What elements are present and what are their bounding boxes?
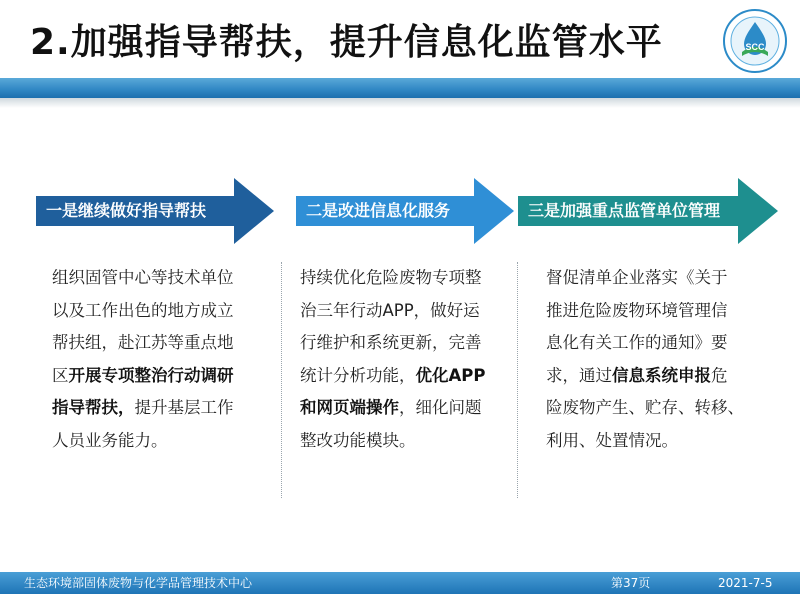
emphasis-text: 指导帮扶，	[52, 398, 135, 417]
step-label-3: 三是加强重点监管单位管理	[528, 201, 721, 220]
column-3-text	[546, 262, 776, 457]
text-line	[300, 360, 510, 393]
text-line	[52, 262, 272, 295]
step-arrow-3	[518, 178, 778, 244]
step-arrow-1	[36, 178, 274, 244]
header-band	[0, 78, 800, 98]
column-2-text	[300, 262, 510, 457]
emphasis-text: 优化APP	[415, 365, 486, 385]
body-text: 整改功能模块。	[300, 430, 416, 450]
slide-footer	[0, 572, 800, 594]
footer-date: 2021-7-5	[718, 576, 773, 590]
body-text: 危	[711, 365, 728, 385]
svg-text:SCC: SCC	[745, 42, 765, 52]
body-text: 推进危险废物环境管理信	[546, 300, 728, 320]
body-text: 治三年行动APP，做好运	[300, 300, 480, 320]
text-line	[52, 295, 272, 328]
slide-header	[0, 0, 800, 78]
text-line	[546, 262, 776, 295]
text-line	[546, 360, 776, 393]
step-arrow-2	[296, 178, 514, 244]
emphasis-text: 开展专项整治行动调研	[68, 365, 234, 385]
column-divider-1	[281, 262, 282, 498]
body-text: 人员业务能力。	[52, 430, 168, 450]
body-text: 区	[52, 365, 69, 385]
text-line	[300, 262, 510, 295]
body-text: 督促清单企业落实《关于	[546, 268, 728, 287]
body-text: 统计分析功能，	[300, 365, 416, 385]
body-text: 险废物产生、贮存、转移、	[546, 398, 744, 417]
text-line	[546, 327, 776, 360]
text-line	[546, 295, 776, 328]
text-line	[546, 425, 776, 458]
body-text: 以及工作出色的地方成立	[52, 300, 234, 320]
slide-title: 2.加强指导帮扶，提升信息化监管水平	[30, 22, 663, 63]
scc-logo	[722, 8, 788, 74]
text-line	[300, 425, 510, 458]
step-label-1: 一是继续做好指导帮扶	[46, 201, 207, 220]
text-line	[52, 425, 272, 458]
step-label-2: 二是改进信息化服务	[306, 201, 451, 220]
body-text: 提升基层工作	[134, 398, 234, 417]
body-text: 求，通过	[546, 365, 612, 385]
body-text: 帮扶组，赴江苏等重点地	[52, 333, 234, 352]
text-line	[52, 360, 272, 393]
body-text: 持续优化危险废物专项整	[300, 268, 482, 287]
text-line	[52, 327, 272, 360]
footer-page-number: 第37页	[611, 576, 651, 590]
body-text: 组织固管中心等技术单位	[52, 268, 234, 287]
header-band-shadow	[0, 98, 800, 108]
column-divider-2	[517, 262, 518, 498]
body-text: 行维护和系统更新，完善	[300, 333, 482, 352]
emphasis-text: 和网页端操作	[300, 398, 399, 417]
body-text: 利用、处置情况。	[546, 430, 678, 450]
text-line	[52, 392, 272, 425]
footer-bottom-strip	[0, 594, 800, 600]
emphasis-text: 信息系统申报	[612, 365, 711, 385]
body-text: ，细化问题	[399, 398, 482, 417]
text-line	[546, 392, 776, 425]
text-line	[300, 392, 510, 425]
text-line	[300, 295, 510, 328]
footer-org: 生态环境部固体废物与化学品管理技术中心	[24, 576, 253, 590]
text-line	[300, 327, 510, 360]
body-text: 息化有关工作的通知》要	[546, 333, 728, 352]
column-1-text	[52, 262, 272, 457]
